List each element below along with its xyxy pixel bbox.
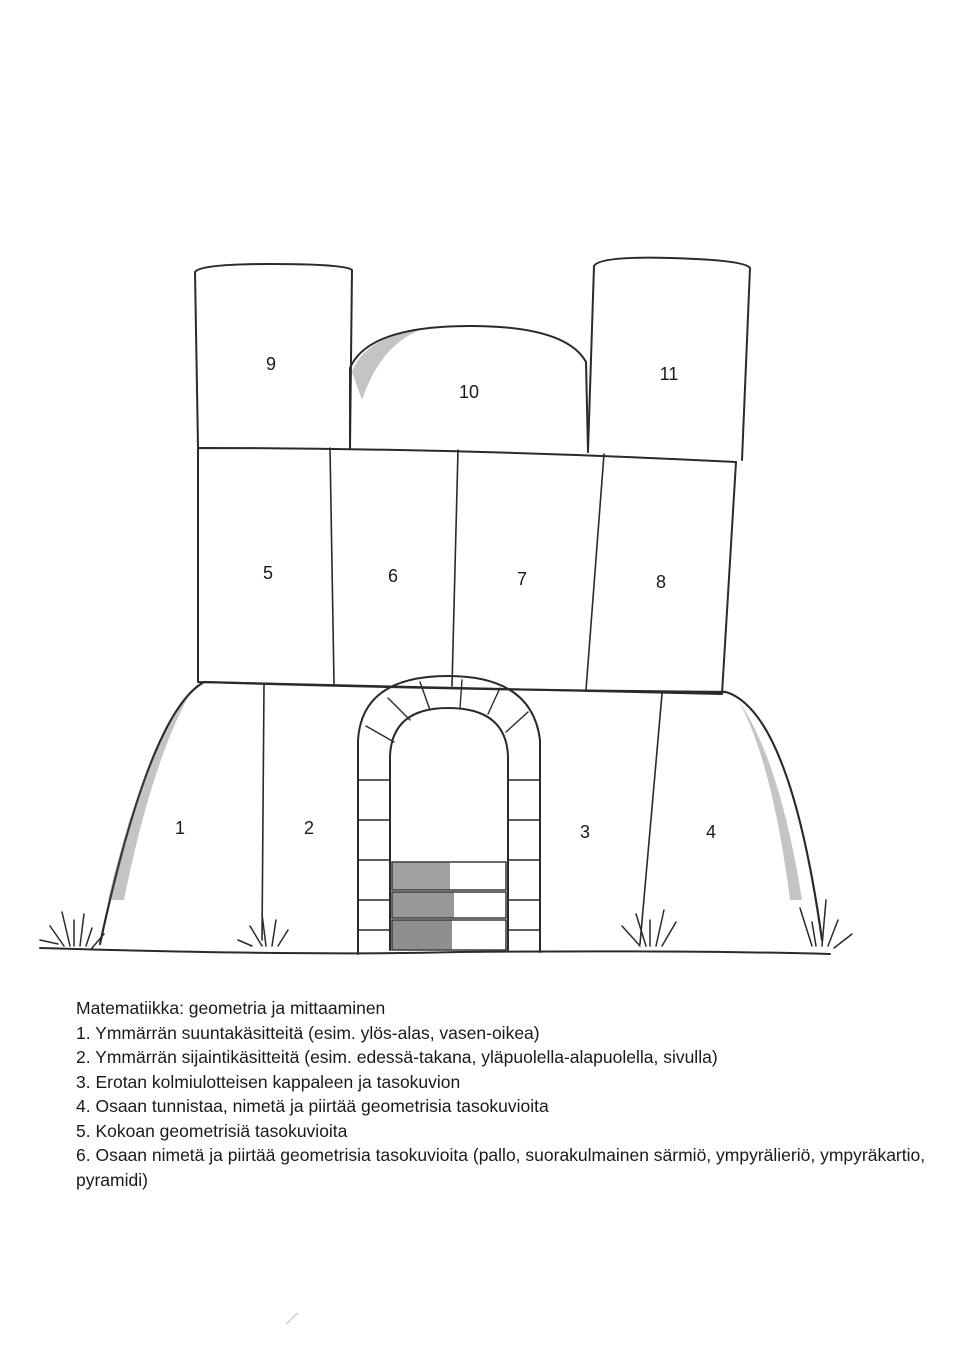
- block-number-5: 5: [262, 563, 274, 583]
- divider-3-4: [640, 694, 662, 944]
- block-number-4: 4: [705, 822, 717, 842]
- base-left-shading: [108, 690, 192, 900]
- block-number-10: 10: [458, 382, 480, 402]
- goal-item: 1. Ymmärrän suuntakäsitteitä (esim. ylös-alas, vasen-oikea): [76, 1022, 540, 1043]
- block-number-1: 1: [174, 818, 186, 838]
- goal-item: 4. Osaan tunnistaa, nimetä ja piirtää geometrisia tasokuvioita: [76, 1096, 549, 1116]
- stray-pencil-mark: [286, 1312, 298, 1324]
- goal-item: 5. Kokoan geometrisiä tasokuvioita: [76, 1120, 348, 1141]
- block-11-outline: [588, 258, 750, 460]
- goal-item: 2. Ymmärrän sijaintikäsitteitä (esim. edessä-takana, yläpuolella-alapuolella, sivulla): [76, 1047, 718, 1067]
- base-outline: [100, 682, 822, 944]
- divider-7-8: [586, 454, 604, 690]
- block-number-2: 2: [303, 818, 315, 838]
- block-number-3: 3: [579, 822, 591, 842]
- goals-list: [76, 1021, 936, 1193]
- learning-goals: [76, 996, 936, 1192]
- divider-1-2: [262, 684, 264, 940]
- block-number-7: 7: [516, 569, 528, 589]
- block-10-shading: [352, 330, 420, 400]
- goal-item: 6. Osaan nimetä ja piirtää geometrisia tasokuvioita (pallo, suorakulmainen särmiö, ympyrälieriö, ympyräkartio, pyramidi): [76, 1145, 926, 1190]
- divider-5-6: [330, 448, 334, 684]
- goal-item: 3. Erotan kolmiulotteisen kappaleen ja tasokuvion: [76, 1071, 461, 1092]
- divider-6-7: [452, 450, 458, 686]
- middle-row-outline: [198, 448, 736, 694]
- block-number-9: 9: [265, 354, 277, 374]
- door-stairs: [392, 862, 506, 950]
- goals-heading: Matematiikka: geometria ja mittaaminen: [76, 998, 386, 1018]
- base-right-shading: [738, 700, 802, 900]
- block-number-8: 8: [655, 572, 667, 592]
- block-number-11: 11: [659, 364, 679, 384]
- block-number-6: 6: [387, 566, 399, 586]
